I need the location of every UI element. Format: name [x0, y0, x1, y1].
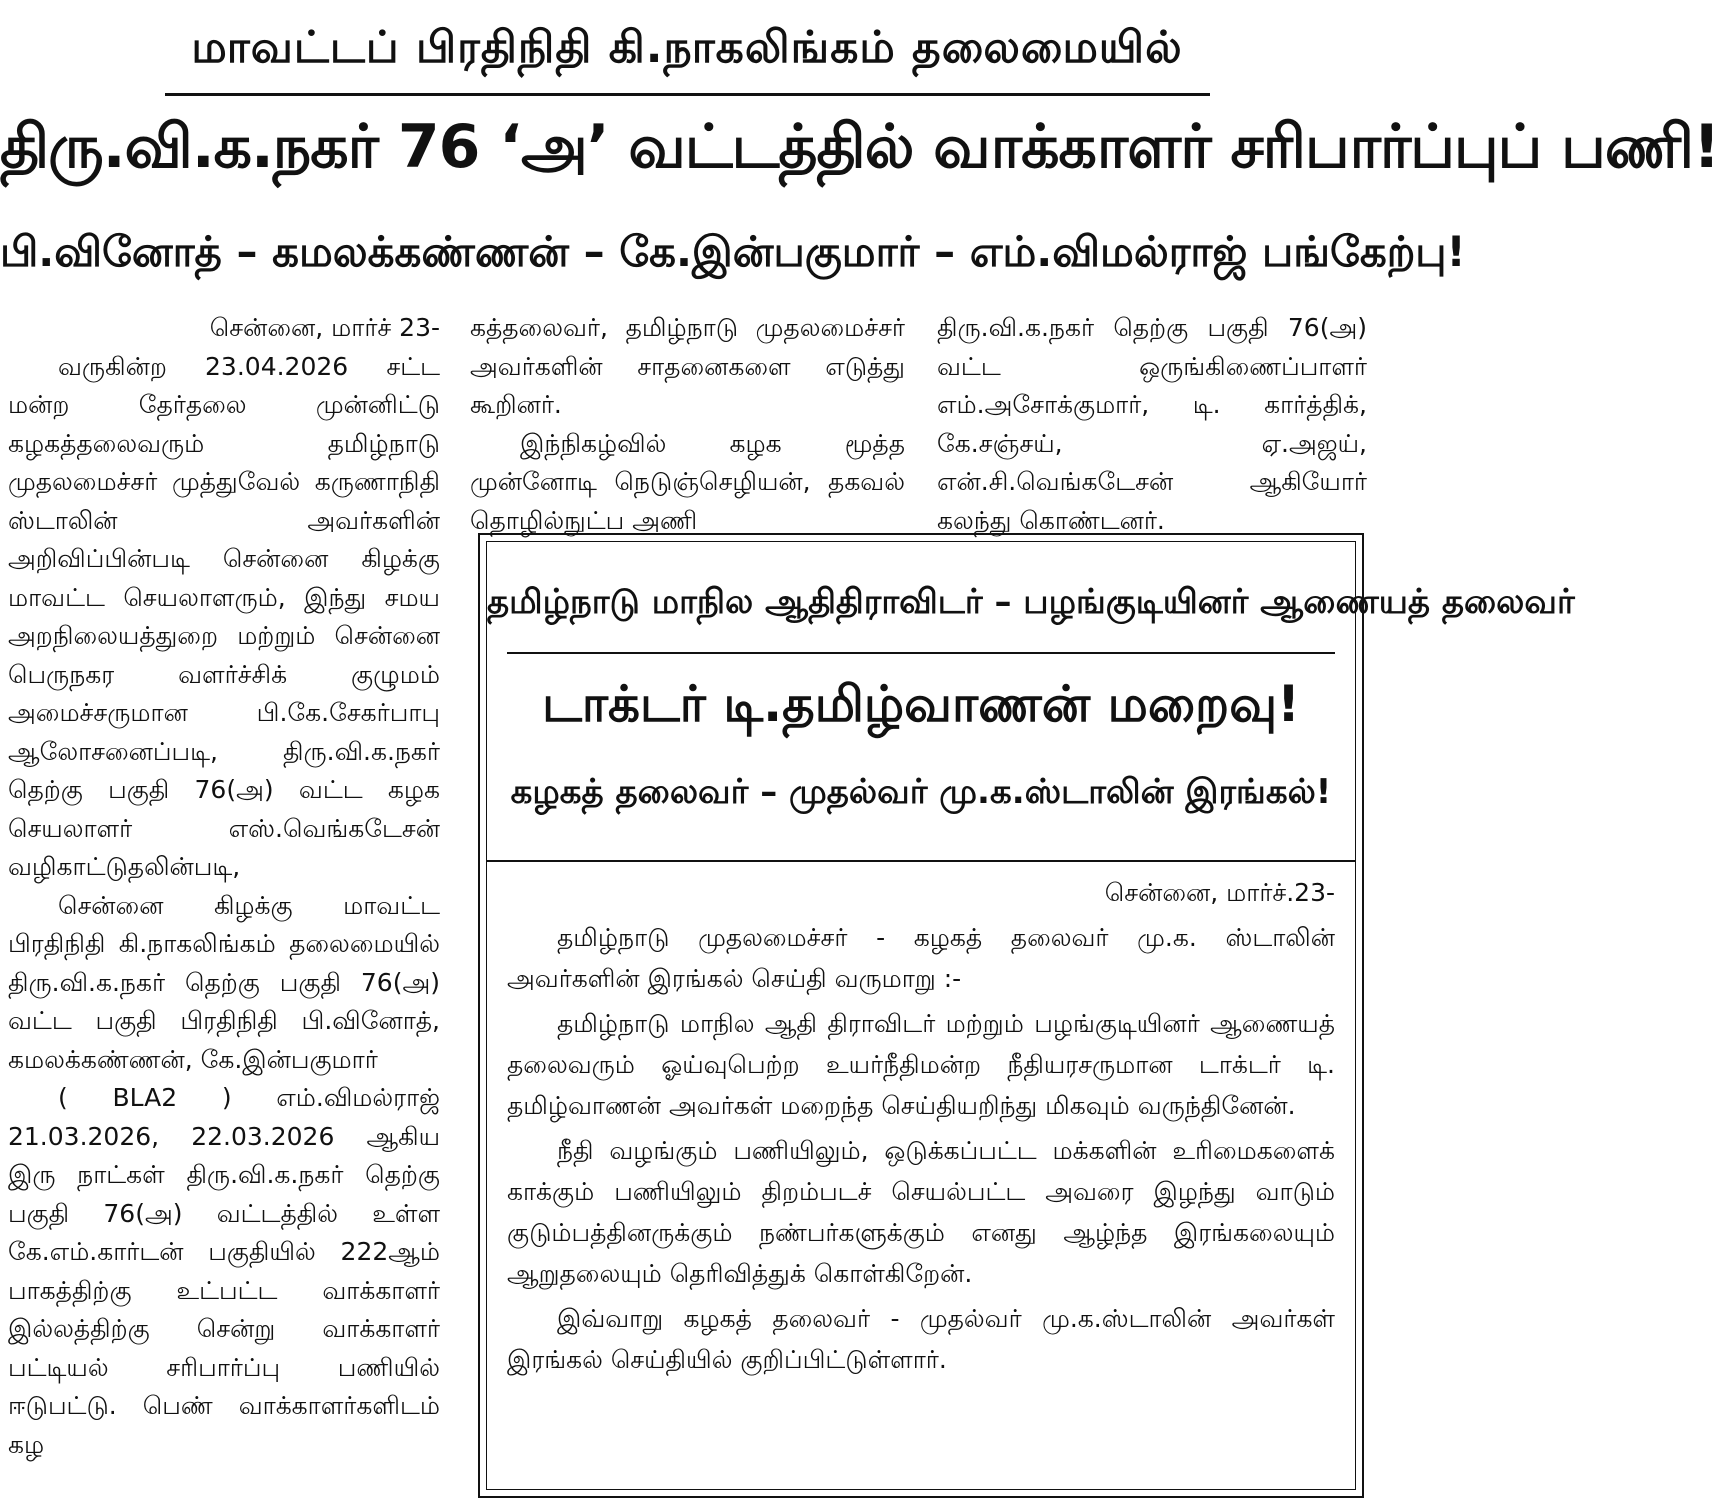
obituary-headline: டாக்டர் டி.தமிழ்வாணன் மறைவு!	[542, 675, 1300, 733]
obituary-box-inner	[486, 541, 1575, 1490]
article-kicker: மாவட்டப் பிரதிநிதி கி.நாகலிங்கம் தலைமையில்	[191, 22, 1183, 73]
obituary-subhead: கழகத் தலைவர் – முதல்வர் மு.க.ஸ்டாலின் இரங்கல்!	[510, 772, 1332, 812]
article-column-2	[470, 309, 905, 540]
article-paragraph: வருகின்ற 23.04.2026 சட்ட மன்ற தேர்தலை முன்னிட்டு கழகத்தலைவரும் தமிழ்நாடு முதலமைச்சர் முத்துவேல் கருணாநிதி ஸ்டாலின் அவர்களின் அறிவிப்பின்படி சென்னை கிழக்கு மாவட்ட செயலாளரும், இந்து சமய அறநிலையத்துறை மற்றும் சென்னை பெருநகர வளர்ச்சிக் குழுமம் அமைச்சருமான பி.கே.சேகர்பாபு ஆலோசனைப்படி, திரு.வி.க.நகர் தெற்கு பகுதி 76(அ) வட்ட கழக செயலாளர் எஸ்.வெங்கடேசன் வழிகாட்டுதலின்படி,	[8, 351, 440, 881]
article-paragraph: திரு.வி.க.நகர் தெற்கு பகுதி 76(அ) வட்ட ஒருங்கிணைப்பாளர் எம்.அசோக்குமார், டி. கார்த்திக், கே.சஞ்சய், ஏ.அஜய், என்.சி.வெங்கடேசன் ஆகியோர் கலந்து கொண்டனர்.	[937, 313, 1367, 535]
obituary-kicker: தமிழ்நாடு மாநில ஆதிதிராவிடர் – பழங்குடியினர் ஆணையத் தலைவர்	[487, 582, 1575, 622]
obituary-box	[478, 533, 1575, 1498]
article-subhead: பி.வினோத் – கமலக்கண்ணன் – கே.இன்பகுமார் – எம்.விமல்ராஜ் பங்கேற்பு!	[0, 227, 1466, 276]
article-column-3	[937, 309, 1367, 540]
article-dateline: சென்னை, மார்ச் 23-	[209, 313, 440, 342]
obituary-paragraph: தமிழ்நாடு முதலமைச்சர் - கழகத் தலைவர் மு.க. ஸ்டாலின் அவர்களின் இரங்கல் செய்தி வருமாறு :-	[507, 923, 1335, 993]
article-headline: திரு.வி.க.நகர் 76 ‘அ’ வட்டத்தில் வாக்காளர் சரிபார்ப்புப் பணி!	[0, 112, 1719, 182]
obituary-rule	[507, 652, 1335, 654]
article-paragraph: இந்நிகழ்வில் கழக மூத்த முன்னோடி நெடுஞ்செழியன், தகவல் தொழில்நுட்ப அணி	[470, 428, 905, 535]
obituary-paragraph: நீதி வழங்கும் பணியிலும், ஒடுக்கப்பட்ட மக்களின் உரிமைகளைக் காக்கும் பணியிலும் திறம்படச் செயல்பட்ட அவரை இழந்து வாடும் குடும்பத்தினருக்கும் நண்பர்களுக்கும் எனது ஆழ்ந்த இரங்கலையும் ஆறுதலையும் தெரிவித்துக் கொள்கிறேன்.	[507, 1136, 1335, 1288]
obituary-dateline: சென்னை, மார்ச்.23-	[1104, 878, 1335, 907]
obituary-body	[507, 872, 1335, 1384]
article-paragraph: சென்னை கிழக்கு மாவட்ட பிரதிநிதி கி.நாகலிங்கம் தலைமையில் திரு.வி.க.நகர் தெற்கு பகுதி 76(அ) வட்ட பகுதி பிரதிநிதி பி.வினோத், கமலக்கண்ணன், கே.இன்பகுமார்	[8, 890, 440, 1074]
article-paragraph: கத்தலைவர், தமிழ்நாடு முதலமைச்சர் அவர்களின் சாதனைகளை எடுத்து கூறினர்.	[470, 313, 905, 419]
obituary-divider	[487, 860, 1355, 862]
obituary-paragraph: இவ்வாறு கழகத் தலைவர் - முதல்வர் மு.க.ஸ்டாலின் அவர்கள் இரங்கல் செய்தியில் குறிப்பிட்டுள்ளார்.	[507, 1304, 1335, 1374]
headline-rule	[165, 93, 1210, 96]
article-column-1	[8, 309, 440, 1464]
obituary-paragraph: தமிழ்நாடு மாநில ஆதி திராவிடர் மற்றும் பழங்குடியினர் ஆணையத் தலைவரும் ஓய்வுபெற்ற உயர்நீதிமன்ற நீதியரசருமான டாக்டர் டி. தமிழ்வாணன் அவர்கள் மறைந்த செய்தியறிந்து மிகவும் வருந்தினேன்.	[507, 1009, 1335, 1120]
article-paragraph: ( BLA2 ) எம்.விமல்ராஜ் 21.03.2026, 22.03.2026 ஆகிய இரு நாட்கள் திரு.வி.க.நகர் தெற்கு பகுதி 76(அ) வட்டத்தில் உள்ள கே.எம்.கார்டன் பகுதியில் 222ஆம் பாகத்திற்கு உட்பட்ட வாக்காளர் இல்லத்திற்கு சென்று வாக்காளர் பட்டியல் சரிபார்ப்பு பணியில் ஈடுபட்டு. பெண் வாக்காளர்களிடம் கழ	[8, 1083, 440, 1459]
